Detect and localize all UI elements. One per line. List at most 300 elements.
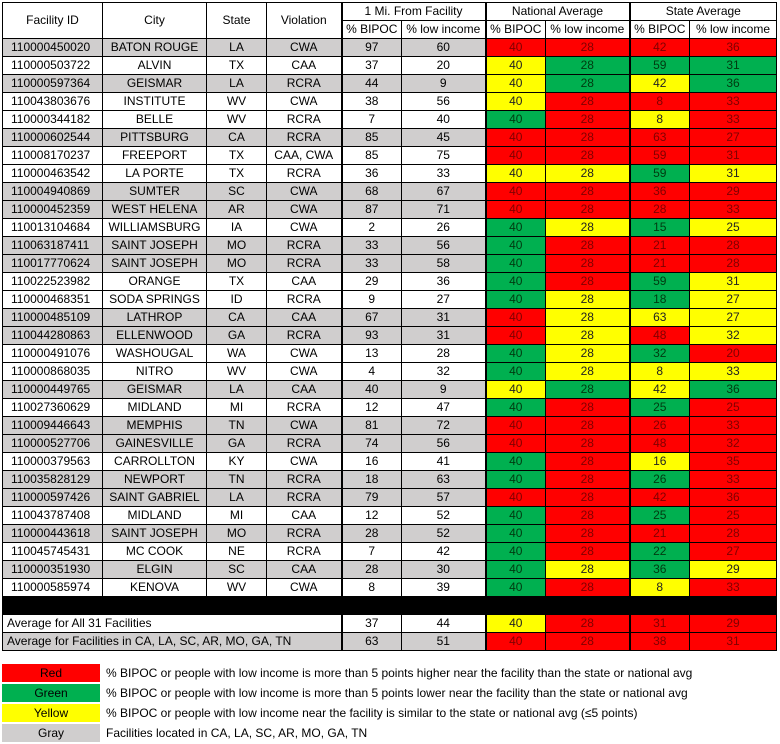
national-low-income-cell: 28 (546, 345, 630, 363)
header-national-low-income: % low income (546, 21, 630, 39)
facility-bipoc-cell: 28 (342, 525, 402, 543)
header-facility-bipoc: % BIPOC (342, 21, 402, 39)
facility-bipoc-cell: 37 (342, 57, 402, 75)
facility-bipoc-cell: 7 (342, 111, 402, 129)
violation-cell: RCRA (267, 129, 342, 147)
facility-low-income-cell: 47 (402, 399, 486, 417)
facility-low-income-cell: 32 (402, 363, 486, 381)
national-bipoc-cell: 40 (486, 399, 546, 417)
table-row (3, 165, 777, 183)
state-bipoc-cell: 42 (630, 75, 690, 93)
national-bipoc-cell: 40 (486, 219, 546, 237)
facility-low-income-cell: 33 (402, 165, 486, 183)
violation-cell: RCRA (267, 471, 342, 489)
facility-id-cell: 110000491076 (3, 345, 103, 363)
header-row-groups (3, 3, 777, 21)
state-cell: WA (207, 345, 267, 363)
table-row (3, 309, 777, 327)
national-low-income-cell: 28 (546, 615, 630, 633)
facility-bipoc-cell: 8 (342, 579, 402, 597)
facility-bipoc-cell: 4 (342, 363, 402, 381)
state-cell: WV (207, 363, 267, 381)
state-bipoc-cell: 26 (630, 471, 690, 489)
state-low-income-cell: 33 (690, 417, 777, 435)
state-low-income-cell: 29 (690, 615, 777, 633)
national-low-income-cell: 28 (546, 417, 630, 435)
state-cell: MO (207, 525, 267, 543)
facility-low-income-cell: 30 (402, 561, 486, 579)
facility-id-cell: 110004940869 (3, 183, 103, 201)
city-cell: WEST HELENA (103, 201, 207, 219)
city-cell: GEISMAR (103, 381, 207, 399)
state-bipoc-cell: 8 (630, 93, 690, 111)
state-bipoc-cell: 59 (630, 165, 690, 183)
facility-bipoc-cell: 87 (342, 201, 402, 219)
city-cell: BELLE (103, 111, 207, 129)
national-low-income-cell: 28 (546, 327, 630, 345)
facility-id-cell: 110045745431 (3, 543, 103, 561)
state-low-income-cell: 36 (690, 75, 777, 93)
city-cell: PITTSBURG (103, 129, 207, 147)
violation-cell: CAA (267, 561, 342, 579)
state-low-income-cell: 33 (690, 111, 777, 129)
city-cell: SAINT JOSEPH (103, 255, 207, 273)
national-bipoc-cell: 40 (486, 543, 546, 561)
city-cell: SAINT GABRIEL (103, 489, 207, 507)
state-cell: GA (207, 435, 267, 453)
national-bipoc-cell: 40 (486, 633, 546, 651)
state-bipoc-cell: 59 (630, 147, 690, 165)
national-bipoc-cell: 40 (486, 615, 546, 633)
national-bipoc-cell: 40 (486, 309, 546, 327)
state-bipoc-cell: 21 (630, 525, 690, 543)
average-bipoc-cell: 63 (342, 633, 402, 651)
national-bipoc-cell: 40 (486, 57, 546, 75)
national-low-income-cell: 28 (546, 363, 630, 381)
state-low-income-cell: 35 (690, 453, 777, 471)
facility-id-cell: 110043787408 (3, 507, 103, 525)
table-row (3, 111, 777, 129)
national-bipoc-cell: 40 (486, 183, 546, 201)
facility-low-income-cell: 31 (402, 309, 486, 327)
table-row (3, 507, 777, 525)
facility-low-income-cell: 28 (402, 345, 486, 363)
facility-id-cell: 110008170237 (3, 147, 103, 165)
header-national-average: National Average (486, 3, 630, 21)
state-cell: GA (207, 327, 267, 345)
violation-cell: CAA (267, 57, 342, 75)
violation-cell: RCRA (267, 489, 342, 507)
facility-low-income-cell: 56 (402, 237, 486, 255)
violation-cell: RCRA (267, 327, 342, 345)
state-bipoc-cell: 42 (630, 381, 690, 399)
legend-swatch: Gray (2, 724, 100, 742)
state-low-income-cell: 27 (690, 129, 777, 147)
facility-bipoc-cell: 13 (342, 345, 402, 363)
facility-low-income-cell: 52 (402, 525, 486, 543)
table-row (3, 129, 777, 147)
state-cell: MO (207, 237, 267, 255)
facility-low-income-cell: 36 (402, 273, 486, 291)
facility-id-cell: 110035828129 (3, 471, 103, 489)
facility-bipoc-cell: 12 (342, 507, 402, 525)
facility-bipoc-cell: 33 (342, 237, 402, 255)
state-bipoc-cell: 25 (630, 399, 690, 417)
state-low-income-cell: 36 (690, 489, 777, 507)
facility-low-income-cell: 71 (402, 201, 486, 219)
state-low-income-cell: 33 (690, 363, 777, 381)
table-row (3, 363, 777, 381)
facility-low-income-cell: 75 (402, 147, 486, 165)
table-row (3, 399, 777, 417)
national-low-income-cell: 28 (546, 507, 630, 525)
facility-bipoc-cell: 79 (342, 489, 402, 507)
city-cell: GEISMAR (103, 75, 207, 93)
violation-cell: CWA (267, 417, 342, 435)
state-cell: LA (207, 39, 267, 57)
state-cell: IA (207, 219, 267, 237)
national-low-income-cell: 28 (546, 633, 630, 651)
table-row (3, 471, 777, 489)
average-low-income-cell: 51 (402, 633, 486, 651)
state-low-income-cell: 32 (690, 435, 777, 453)
state-bipoc-cell: 42 (630, 489, 690, 507)
state-low-income-cell: 31 (690, 165, 777, 183)
facility-id-cell: 110000597426 (3, 489, 103, 507)
city-cell: KENOVA (103, 579, 207, 597)
state-low-income-cell: 31 (690, 57, 777, 75)
facility-low-income-cell: 9 (402, 75, 486, 93)
facility-bipoc-cell: 7 (342, 543, 402, 561)
state-low-income-cell: 31 (690, 147, 777, 165)
facility-table (2, 2, 777, 651)
state-low-income-cell: 20 (690, 345, 777, 363)
national-low-income-cell: 28 (546, 453, 630, 471)
national-low-income-cell: 28 (546, 273, 630, 291)
table-row (3, 345, 777, 363)
legend-swatch: Red (2, 664, 100, 682)
facility-id-cell: 110027360629 (3, 399, 103, 417)
state-cell: MI (207, 399, 267, 417)
state-cell: KY (207, 453, 267, 471)
state-low-income-cell: 27 (690, 291, 777, 309)
header-state: State (207, 3, 267, 39)
state-bipoc-cell: 15 (630, 219, 690, 237)
state-low-income-cell: 36 (690, 39, 777, 57)
facility-bipoc-cell: 36 (342, 165, 402, 183)
national-bipoc-cell: 40 (486, 147, 546, 165)
table-row (3, 273, 777, 291)
facility-low-income-cell: 60 (402, 39, 486, 57)
violation-cell: CWA (267, 183, 342, 201)
header-violation: Violation (267, 3, 342, 39)
state-bipoc-cell: 42 (630, 39, 690, 57)
state-low-income-cell: 25 (690, 507, 777, 525)
city-cell: WASHOUGAL (103, 345, 207, 363)
violation-cell: CAA (267, 507, 342, 525)
facility-bipoc-cell: 2 (342, 219, 402, 237)
state-low-income-cell: 32 (690, 327, 777, 345)
facility-id-cell: 110044280863 (3, 327, 103, 345)
table-body (3, 3, 777, 651)
violation-cell: RCRA (267, 165, 342, 183)
violation-cell: CWA (267, 579, 342, 597)
facility-bipoc-cell: 85 (342, 129, 402, 147)
facility-id-cell: 110000351930 (3, 561, 103, 579)
facility-low-income-cell: 9 (402, 381, 486, 399)
facility-low-income-cell: 45 (402, 129, 486, 147)
state-low-income-cell: 25 (690, 219, 777, 237)
state-cell: SC (207, 561, 267, 579)
header-facility-id: Facility ID (3, 3, 103, 39)
header-one-mile: 1 Mi. From Facility (342, 3, 486, 21)
table-row (3, 219, 777, 237)
state-cell: SC (207, 183, 267, 201)
facility-id-cell: 110000379563 (3, 453, 103, 471)
national-bipoc-cell: 40 (486, 39, 546, 57)
state-cell: TN (207, 417, 267, 435)
state-bipoc-cell: 48 (630, 435, 690, 453)
legend-text: % BIPOC or people with low income is more than 5 points higher near the facility than the state or national avg (106, 666, 693, 680)
state-bipoc-cell: 63 (630, 309, 690, 327)
state-bipoc-cell: 8 (630, 363, 690, 381)
legend-item (2, 724, 692, 742)
state-bipoc-cell: 18 (630, 291, 690, 309)
average-row (3, 633, 777, 651)
city-cell: WILLIAMSBURG (103, 219, 207, 237)
city-cell: MEMPHIS (103, 417, 207, 435)
national-bipoc-cell: 40 (486, 507, 546, 525)
city-cell: SAINT JOSEPH (103, 525, 207, 543)
violation-cell: RCRA (267, 435, 342, 453)
state-low-income-cell: 31 (690, 273, 777, 291)
national-bipoc-cell: 40 (486, 489, 546, 507)
average-low-income-cell: 44 (402, 615, 486, 633)
state-cell: TX (207, 273, 267, 291)
violation-cell: CAA, CWA (267, 147, 342, 165)
table-row (3, 93, 777, 111)
national-low-income-cell: 28 (546, 309, 630, 327)
header-state-low-income: % low income (690, 21, 777, 39)
facility-id-cell: 110000450020 (3, 39, 103, 57)
state-low-income-cell: 27 (690, 543, 777, 561)
national-bipoc-cell: 40 (486, 165, 546, 183)
state-cell: MO (207, 255, 267, 273)
facility-bipoc-cell: 67 (342, 309, 402, 327)
facility-id-cell: 110017770624 (3, 255, 103, 273)
state-low-income-cell: 29 (690, 561, 777, 579)
table-row (3, 579, 777, 597)
violation-cell: CAA (267, 273, 342, 291)
state-cell: WV (207, 111, 267, 129)
state-low-income-cell: 28 (690, 525, 777, 543)
facility-id-cell: 110000868035 (3, 363, 103, 381)
table-row (3, 435, 777, 453)
facility-id-cell: 110000443618 (3, 525, 103, 543)
facility-low-income-cell: 56 (402, 93, 486, 111)
average-bipoc-cell: 37 (342, 615, 402, 633)
national-bipoc-cell: 40 (486, 111, 546, 129)
facility-low-income-cell: 42 (402, 543, 486, 561)
facility-low-income-cell: 40 (402, 111, 486, 129)
city-cell: SUMTER (103, 183, 207, 201)
national-low-income-cell: 28 (546, 399, 630, 417)
state-bipoc-cell: 21 (630, 255, 690, 273)
violation-cell: CAA (267, 381, 342, 399)
separator-cell (3, 597, 777, 615)
national-low-income-cell: 28 (546, 381, 630, 399)
table-row (3, 237, 777, 255)
state-low-income-cell: 33 (690, 471, 777, 489)
average-row (3, 615, 777, 633)
national-low-income-cell: 28 (546, 147, 630, 165)
facility-low-income-cell: 57 (402, 489, 486, 507)
facility-low-income-cell: 41 (402, 453, 486, 471)
state-bipoc-cell: 21 (630, 237, 690, 255)
state-bipoc-cell: 22 (630, 543, 690, 561)
table-row (3, 417, 777, 435)
facility-id-cell: 110000527706 (3, 435, 103, 453)
facility-low-income-cell: 26 (402, 219, 486, 237)
national-low-income-cell: 28 (546, 489, 630, 507)
national-bipoc-cell: 40 (486, 579, 546, 597)
facility-bipoc-cell: 38 (342, 93, 402, 111)
state-cell: ID (207, 291, 267, 309)
violation-cell: CWA (267, 39, 342, 57)
violation-cell: RCRA (267, 111, 342, 129)
facility-bipoc-cell: 33 (342, 255, 402, 273)
national-bipoc-cell: 40 (486, 327, 546, 345)
city-cell: ELLENWOOD (103, 327, 207, 345)
national-low-income-cell: 28 (546, 471, 630, 489)
facility-bipoc-cell: 74 (342, 435, 402, 453)
facility-id-cell: 110000597364 (3, 75, 103, 93)
table-row (3, 75, 777, 93)
facility-bipoc-cell: 12 (342, 399, 402, 417)
state-low-income-cell: 33 (690, 579, 777, 597)
table-row (3, 147, 777, 165)
national-bipoc-cell: 40 (486, 201, 546, 219)
national-bipoc-cell: 40 (486, 453, 546, 471)
city-cell: FREEPORT (103, 147, 207, 165)
table-row (3, 39, 777, 57)
national-bipoc-cell: 40 (486, 561, 546, 579)
violation-cell: RCRA (267, 255, 342, 273)
state-low-income-cell: 36 (690, 381, 777, 399)
facility-bipoc-cell: 85 (342, 147, 402, 165)
facility-id-cell: 110000449765 (3, 381, 103, 399)
header-facility-low-income: % low income (402, 21, 486, 39)
national-bipoc-cell: 40 (486, 129, 546, 147)
national-low-income-cell: 28 (546, 93, 630, 111)
violation-cell: RCRA (267, 291, 342, 309)
state-cell: LA (207, 75, 267, 93)
facility-low-income-cell: 56 (402, 435, 486, 453)
state-bipoc-cell: 36 (630, 183, 690, 201)
table-row (3, 543, 777, 561)
legend-text: % BIPOC or people with low income near the facility is similar to the state or national avg (≤5 points) (106, 706, 638, 720)
facility-low-income-cell: 31 (402, 327, 486, 345)
table-row (3, 525, 777, 543)
facility-id-cell: 110000585974 (3, 579, 103, 597)
state-bipoc-cell: 26 (630, 417, 690, 435)
state-cell: CA (207, 309, 267, 327)
state-cell: AR (207, 201, 267, 219)
average-label: Average for All 31 Facilities (3, 615, 342, 633)
state-bipoc-cell: 16 (630, 453, 690, 471)
header-state-bipoc: % BIPOC (630, 21, 690, 39)
facility-bipoc-cell: 68 (342, 183, 402, 201)
violation-cell: CAA (267, 309, 342, 327)
national-low-income-cell: 28 (546, 165, 630, 183)
legend-item (2, 684, 692, 702)
state-cell: LA (207, 489, 267, 507)
state-bipoc-cell: 25 (630, 507, 690, 525)
city-cell: LATHROP (103, 309, 207, 327)
facility-low-income-cell: 20 (402, 57, 486, 75)
state-low-income-cell: 27 (690, 309, 777, 327)
state-cell: TN (207, 471, 267, 489)
city-cell: ALVIN (103, 57, 207, 75)
facility-bipoc-cell: 18 (342, 471, 402, 489)
facility-low-income-cell: 39 (402, 579, 486, 597)
national-bipoc-cell: 40 (486, 471, 546, 489)
national-low-income-cell: 28 (546, 219, 630, 237)
state-bipoc-cell: 8 (630, 111, 690, 129)
facility-id-cell: 110022523982 (3, 273, 103, 291)
national-bipoc-cell: 40 (486, 273, 546, 291)
violation-cell: CWA (267, 345, 342, 363)
separator-bar (3, 597, 777, 615)
national-low-income-cell: 28 (546, 183, 630, 201)
national-low-income-cell: 28 (546, 255, 630, 273)
violation-cell: CWA (267, 453, 342, 471)
violation-cell: RCRA (267, 75, 342, 93)
national-low-income-cell: 28 (546, 543, 630, 561)
facility-bipoc-cell: 44 (342, 75, 402, 93)
national-low-income-cell: 28 (546, 201, 630, 219)
national-bipoc-cell: 40 (486, 525, 546, 543)
state-bipoc-cell: 32 (630, 345, 690, 363)
violation-cell: CWA (267, 219, 342, 237)
facility-low-income-cell: 63 (402, 471, 486, 489)
facility-id-cell: 110009446643 (3, 417, 103, 435)
facility-id-cell: 110013104684 (3, 219, 103, 237)
city-cell: SAINT JOSEPH (103, 237, 207, 255)
national-low-income-cell: 28 (546, 237, 630, 255)
header-city: City (103, 3, 207, 39)
national-low-income-cell: 28 (546, 57, 630, 75)
facility-bipoc-cell: 40 (342, 381, 402, 399)
legend-text: % BIPOC or people with low income is more than 5 points lower near the facility than the state or national avg (106, 686, 688, 700)
city-cell: INSTITUTE (103, 93, 207, 111)
state-cell: TX (207, 165, 267, 183)
state-cell: CA (207, 129, 267, 147)
state-cell: WV (207, 579, 267, 597)
national-bipoc-cell: 40 (486, 417, 546, 435)
national-bipoc-cell: 40 (486, 93, 546, 111)
state-bipoc-cell: 63 (630, 129, 690, 147)
state-low-income-cell: 28 (690, 237, 777, 255)
table-row (3, 57, 777, 75)
state-low-income-cell: 33 (690, 201, 777, 219)
city-cell: SODA SPRINGS (103, 291, 207, 309)
legend-item (2, 664, 692, 682)
state-cell: TX (207, 147, 267, 165)
facility-low-income-cell: 58 (402, 255, 486, 273)
state-bipoc-cell: 59 (630, 273, 690, 291)
state-bipoc-cell: 28 (630, 201, 690, 219)
